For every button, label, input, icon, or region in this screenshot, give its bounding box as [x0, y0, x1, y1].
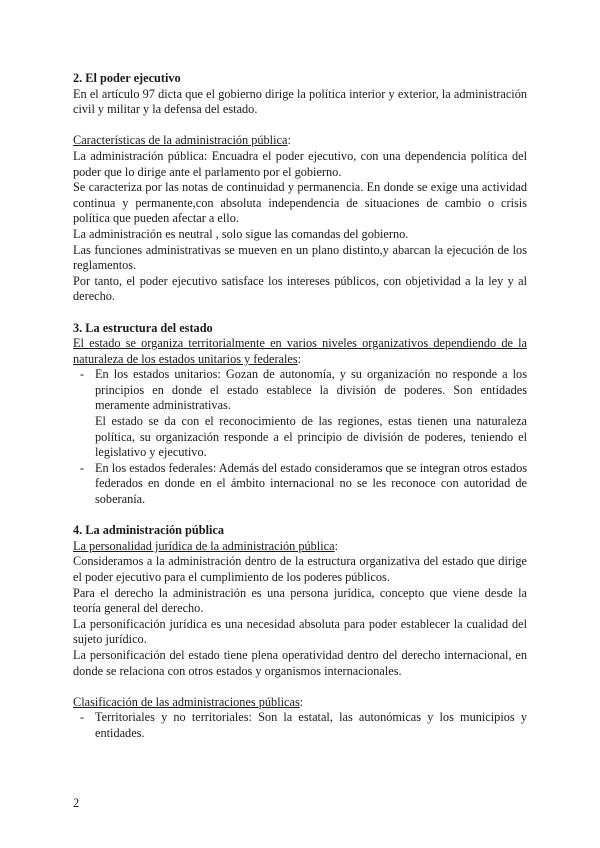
list-item-paragraph: Territoriales y no territoriales: Son la estatal, las autonómicas y los municipios y entidades.: [95, 710, 527, 740]
section-2-paragraph: Las funciones administrativas se mueven en un plano distinto,y abarcan la ejecución de los reglamentos.: [73, 242, 527, 273]
spacer: [73, 679, 527, 695]
section-3-heading: 3. La estructura del estado: [73, 320, 213, 335]
dash-bullet: -: [80, 367, 85, 382]
section-3-list: [73, 367, 527, 507]
section-4-paragraph: Para el derecho la administración es una persona jurídica, concepto que viene desde la teoría general del derecho.: [73, 585, 527, 616]
section-4-subheading: [73, 539, 527, 555]
section-4-paragraph: La personificación jurídica es una necesidad absoluta para poder establecer la cualidad del sujeto jurídico.: [73, 616, 527, 647]
list-item: [73, 710, 527, 741]
spacer: [73, 305, 527, 321]
section-2-subheading-colon: :: [287, 133, 291, 148]
list-item: [73, 461, 527, 508]
section-4-list: [73, 710, 527, 741]
section-2-paragraph: Se caracteriza por las notas de continuidad y permanencia. En donde se exige una actividad continua y permanente,con absoluta independencia de situaciones de cambio o crisis política que pueden afectar a ello.: [73, 180, 527, 226]
list-item-paragraph: En los estados federales: Además del estado consideramos que se integran otros estados federados en donde en el ámbito internacional no se les reconoce con autoridad de soberanía.: [95, 460, 527, 507]
dash-bullet: -: [80, 460, 85, 475]
list-item-paragraph: El estado se da con el reconocimiento de las regiones, estas tienen una naturaleza política, su organización responde a el principio de división de poderes, teniendo el legislativo y ejecutivo.: [95, 414, 527, 460]
section-3-intro-text: El estado se organiza territorialmente en varios niveles organizativos dependiendo de la naturaleza de los estados unitarios y federales: [73, 336, 527, 366]
section-4-subheading-colon: :: [334, 538, 338, 553]
page-number: 2: [73, 796, 80, 810]
list-item: [73, 367, 527, 461]
section-2-paragraph: La administración pública: Encuadra el poder ejecutivo, con una dependencia política del poder que lo dirige ante el parlamento por el gobierno.: [73, 148, 527, 179]
section-4-subheading-2-colon: :: [299, 694, 304, 709]
section-2-paragraph: La administración es neutral , solo sigue las comandas del gobierno.: [73, 226, 409, 241]
section-3-intro: [73, 336, 527, 367]
dash-bullet: -: [80, 710, 85, 725]
list-item-paragraph: En los estados unitarios: Gozan de autonomía, y su organización no responde a los principios en donde el estado establece la división de poderes. Son entidades meramente administrativas.: [95, 367, 527, 413]
section-4-paragraph: Consideramos a la administración dentro de la estructura organizativa del estado que dirige el poder ejecutivo para el cumplimiento de los poderes públicos.: [73, 554, 527, 584]
section-3-intro-colon: :: [297, 351, 302, 366]
section-2-heading: 2. El poder ejecutivo: [73, 71, 181, 85]
section-4-subheading-text: La personalidad jurídica de la administración pública: [73, 538, 335, 553]
section-4-subheading-2-text: Clasificación de las administraciones públicas: [73, 694, 300, 709]
section-4-paragraph: La personificación del estado tiene plena operatividad dentro del derecho internacional, en donde se relaciona con otros estados y organismos internacionales.: [73, 647, 527, 678]
section-4-subheading-2: [73, 695, 527, 711]
spacer: [73, 118, 527, 134]
document-body: [73, 71, 527, 742]
section-4-heading: 4. La administración pública: [73, 523, 225, 538]
section-2-subheading-text: Características de la administración pública: [73, 133, 288, 148]
section-2-paragraph: Por tanto, el poder ejecutivo satisface los intereses públicos, con objetividad a la ley y al derecho.: [73, 273, 527, 304]
spacer: [73, 508, 527, 524]
section-2-intro: En el artículo 97 dicta que el gobierno dirige la política interior y exterior, la administración civil y militar y la defensa del estado.: [73, 86, 527, 117]
section-2-subheading: [73, 133, 527, 149]
